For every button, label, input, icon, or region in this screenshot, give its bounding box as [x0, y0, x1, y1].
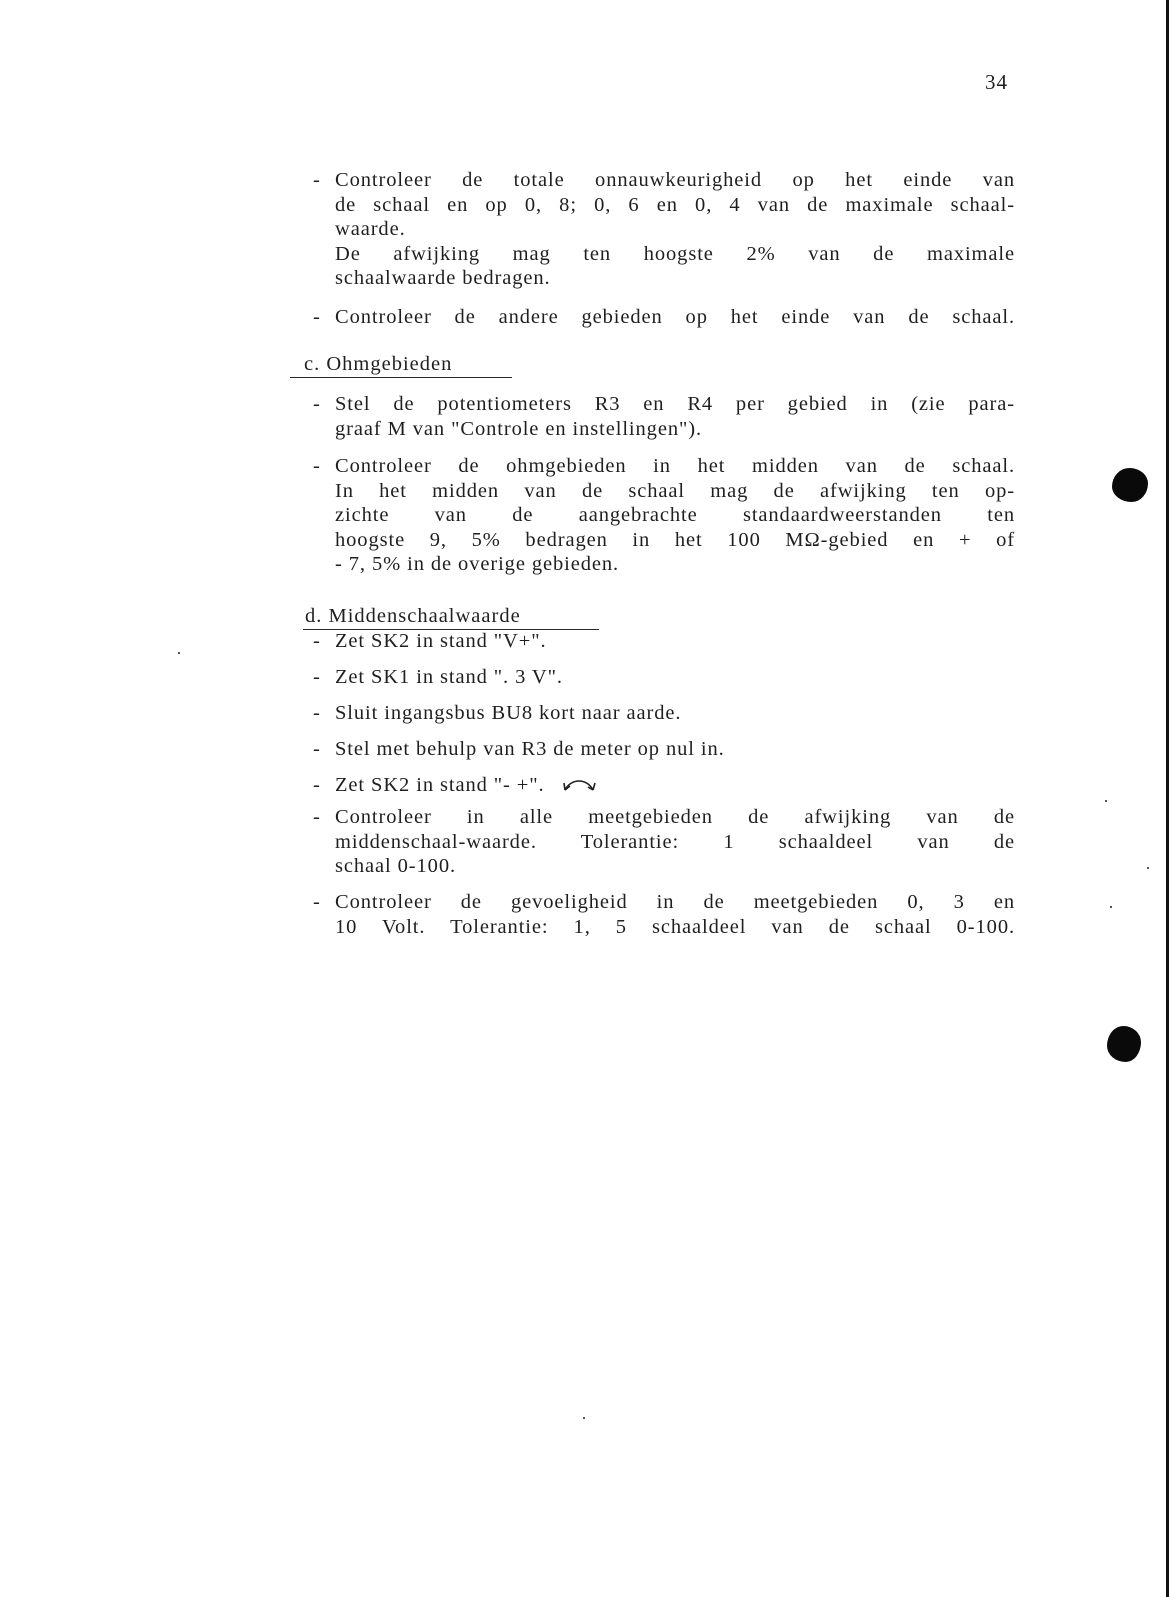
- text-line: - 7, 5% in de overige gebieden.: [335, 553, 620, 575]
- text-line: hoogste 9, 5% bedragen in het 100 MΩ-gebied en + of: [335, 528, 1015, 551]
- scan-speck: [1147, 867, 1149, 869]
- text-line: Zet SK2 in stand "V+".: [335, 630, 547, 652]
- text-line: de schaal en op 0, 8; 0, 6 en 0, 4 van de maximale schaal-: [335, 193, 1015, 216]
- text-line: zichte van de aangebrachte standaardweerstanden ten: [335, 504, 1015, 526]
- polarity-arrow-icon: [561, 776, 599, 796]
- punch-hole-mark: [1112, 468, 1148, 502]
- text-line: Sluit ingangsbus BU8 kort naar aarde.: [335, 702, 682, 724]
- text-line: Controleer de gevoeligheid in de meetgebieden 0, 3 en: [335, 891, 1015, 913]
- list-dash: -: [313, 806, 321, 828]
- list-item-sk2-v-plus: [313, 629, 1015, 654]
- page-edge-shadow: [1166, 0, 1169, 1597]
- list-item-sk1-3v: [313, 665, 1015, 690]
- text-line: Controleer de andere gebieden op het einde van de schaal.: [335, 306, 1015, 328]
- text-line: schaalwaarde bedragen.: [335, 267, 551, 289]
- text-line: Controleer in alle meetgebieden de afwijking van de: [335, 806, 1015, 828]
- punch-hole-mark: [1107, 1026, 1141, 1062]
- list-dash: -: [313, 774, 321, 796]
- text-line: middenschaal-waarde. Tolerantie: 1 schaaldeel van de: [335, 830, 1015, 853]
- text-line: graaf M van "Controle en instellingen").: [335, 417, 702, 440]
- list-dash: -: [313, 393, 321, 415]
- text-line: Stel met behulp van R3 de meter op nul in.: [335, 738, 725, 760]
- list-item-midscale-check: [313, 805, 1015, 879]
- list-dash: -: [313, 455, 321, 477]
- list-dash: -: [313, 306, 321, 328]
- list-item-ohm-check: [313, 454, 1015, 577]
- text-line: 10 Volt. Tolerantie: 1, 5 schaaldeel van de schaal 0-100.: [335, 915, 1015, 938]
- list-item-other-ranges: [313, 305, 1015, 330]
- page-number: 34: [985, 70, 1008, 94]
- scan-speck: [1105, 800, 1107, 802]
- text-line: In het midden van de schaal mag de afwijking ten op-: [335, 479, 1015, 502]
- list-dash: -: [313, 702, 321, 724]
- section-heading-middenschaalwaarde: d. Middenschaalwaarde: [303, 604, 599, 630]
- list-item-sensitivity-check: [313, 890, 1015, 939]
- text-line: Controleer de totale onnauwkeurigheid op het einde van: [335, 169, 1015, 191]
- list-item-potentiometers: [313, 392, 1015, 441]
- scan-speck: [583, 1417, 585, 1419]
- text-line: Stel de potentiometers R3 en R4 per gebied in (zie para-: [335, 393, 1015, 415]
- list-dash: -: [313, 891, 321, 913]
- list-dash: -: [313, 630, 321, 652]
- list-item-r3-zero: [313, 737, 1015, 762]
- list-dash: -: [313, 666, 321, 688]
- text-line: waarde.: [335, 218, 406, 240]
- text-line: Zet SK1 in stand ". 3 V".: [335, 666, 563, 688]
- list-dash: -: [313, 738, 321, 760]
- list-item-sk2-symbol: [313, 773, 1015, 798]
- text-line: De afwijking mag ten hoogste 2% van de maximale: [335, 242, 1015, 265]
- text-line: schaal 0-100.: [335, 855, 456, 877]
- scan-speck: [1110, 906, 1112, 908]
- scan-speck: [178, 652, 180, 654]
- list-item-bu8-short: [313, 701, 1015, 726]
- text-line: Zet SK2 in stand "- +".: [335, 774, 545, 796]
- list-item-total-inaccuracy: [313, 168, 1015, 291]
- list-dash: -: [313, 169, 321, 191]
- text-line: Controleer de ohmgebieden in het midden van de schaal.: [335, 455, 1015, 477]
- section-heading-ohmgebieden: c. Ohmgebieden: [290, 352, 512, 378]
